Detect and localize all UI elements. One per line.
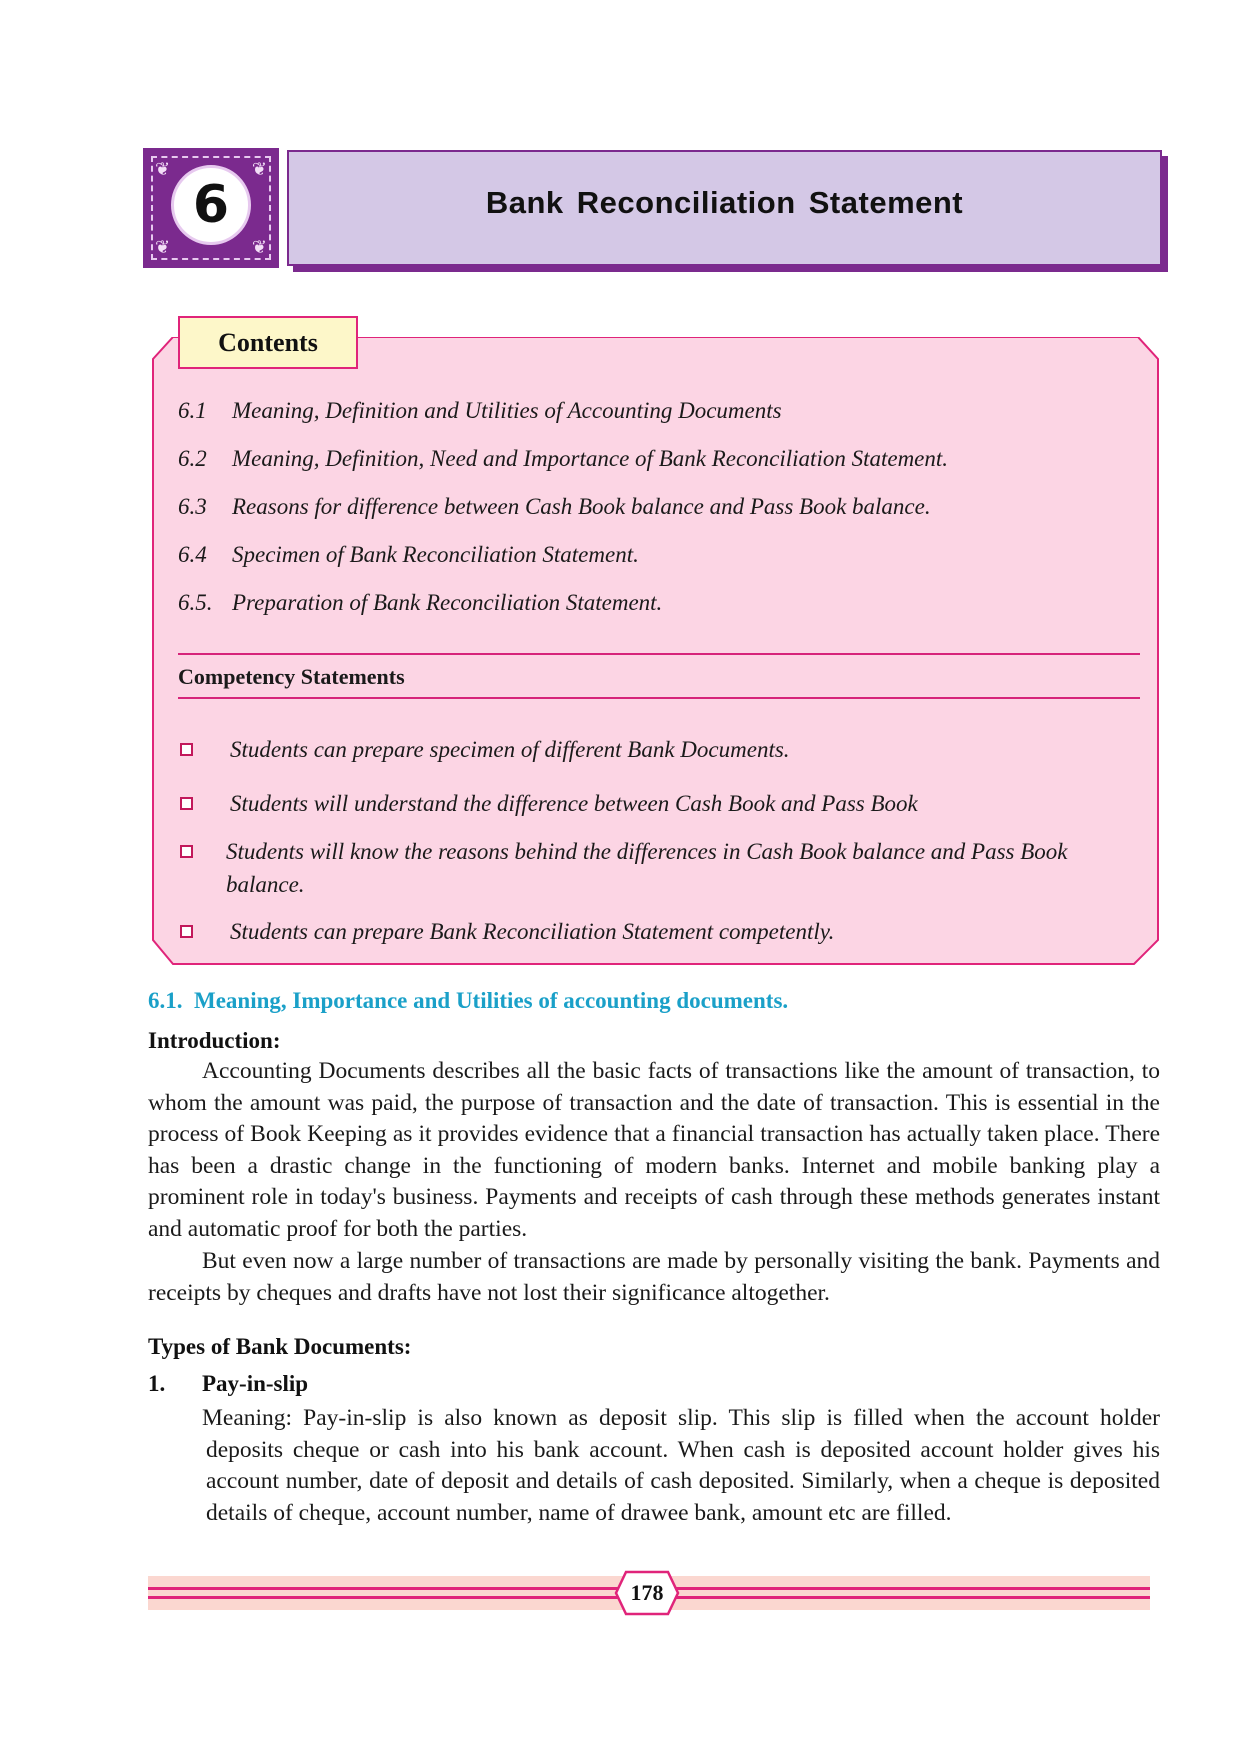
chapter-number: 6 <box>171 165 251 245</box>
paragraph: Accounting Documents describes all the basic facts of transactions like the amount of transaction, to whom the amount was paid, the purpose of transaction and the date of transaction. This is essential in the process of Book Keeping as it provides evidence that a financial transaction has actually taken place. There has been a drastic change in the functioning of modern banks. Internet and mobile banking play a prominent role in today's business. Payments and receipts of cash through these methods generates instant and automatic proof for both the parties. <box>148 1058 1160 1242</box>
chapter-title: Bank Reconciliation Statement <box>485 185 964 220</box>
checkbox-bullet-icon <box>180 925 193 938</box>
ornament-icon: ❦ <box>251 237 267 257</box>
contents-item: 6.2 Meaning, Definition, Need and Importance of Bank Reconciliation Statement. <box>178 446 949 471</box>
contents-item: 6.4 Specimen of Bank Reconciliation Statement. <box>178 542 639 567</box>
chapter-badge <box>143 148 279 268</box>
contents-list <box>178 387 1138 627</box>
checkbox-bullet-icon <box>180 743 193 756</box>
contents-item: 6.5. Preparation of Bank Reconciliation Statement. <box>178 590 663 615</box>
list-number: 1. <box>148 1371 166 1396</box>
ornament-icon: ❦ <box>251 159 267 179</box>
checkbox-bullet-icon <box>180 797 193 810</box>
introduction-heading: Introduction: <box>148 1028 281 1053</box>
competency-item: Students will know the reasons behind the differences in Cash Book balance and Pass Book balance. <box>226 839 1068 897</box>
ornament-icon: ❦ <box>155 159 171 179</box>
list-item-text: Meaning: Pay-in-slip is also known as deposit slip. This slip is filled when the account holder deposits cheque or cash into his bank account. When cash is deposited account holder gives his account number, date of deposit and details of cash deposited. Similarly, when a cheque is deposited details of cheque, account number, name of drawee bank, amount etc are filled. <box>202 1405 1160 1526</box>
divider <box>178 653 1140 655</box>
competency-item: Students can prepare specimen of different Bank Documents. <box>230 737 790 762</box>
competency-heading: Competency Statements <box>178 664 405 689</box>
divider <box>178 697 1140 699</box>
list-item-title: Pay-in-slip <box>202 1371 309 1396</box>
competency-item: Students can prepare Bank Reconciliation Statement competently. <box>230 919 835 944</box>
page-number: 178 <box>630 1580 664 1605</box>
ornament-icon: ❦ <box>155 237 171 257</box>
contents-item: 6.3 Reasons for difference between Cash Book balance and Pass Book balance. <box>178 494 931 519</box>
checkbox-bullet-icon <box>180 845 193 858</box>
paragraph: But even now a large number of transactions are made by personally visiting the bank. Payments and receipts by cheques and drafts have not lost their significance altogether. <box>148 1248 1160 1306</box>
contents-item: 6.1 Meaning, Definition and Utilities of Accounting Documents <box>178 398 782 423</box>
page-number-badge <box>614 1570 680 1616</box>
competency-item: Students will understand the difference between Cash Book and Pass Book <box>230 791 918 816</box>
section-heading: 6.1. Meaning, Importance and Utilities of accounting documents. <box>148 988 789 1013</box>
types-heading: Types of Bank Documents: <box>148 1334 412 1359</box>
contents-heading: Contents <box>178 316 358 369</box>
chapter-title-box <box>287 150 1162 266</box>
